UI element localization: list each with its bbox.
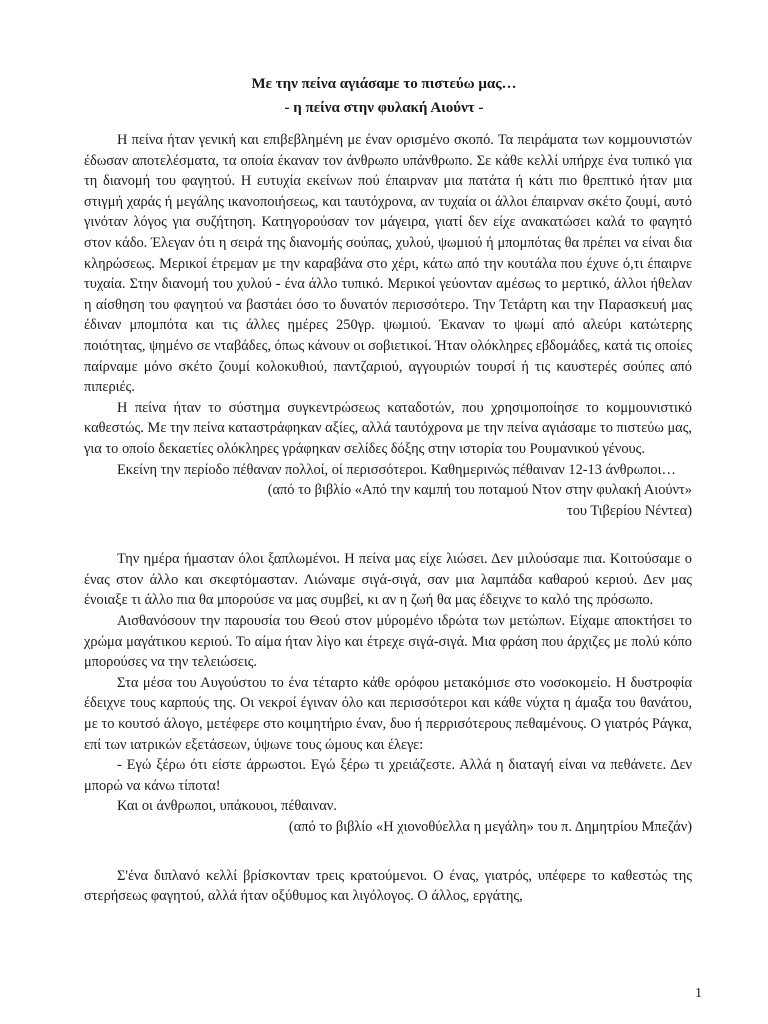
paragraph: Εκείνη την περίοδο πέθαναν πολλοί, οί περισσότεροι. Καθημερινώς πέθαιναν 12-13 άνθρωποι… [117,461,676,478]
document-subtitle: - η πείνα στην φυλακή Αιούντ - [284,100,484,116]
paragraph: Αισθανόσουν την παρουσία του Θεού στον μύρομένο ιδρώτα των μετώπων. Είχαμε αποκτήσει το χρώμα μαγάτικου κεριού. Το αίμα ήταν λίγο και έτρεχε σιγά-σιγά. Μια φράση που άρχιζες με πολύ κόπο μπορούσες να την τελειώσεις. [84,613,692,671]
paragraph: - Εγώ ξέρω ότι είστε άρρωστοι. Εγώ ξέρω τι χρειάζεστε. Αλλά η διαταγή είναι να πεθάνετε. Δεν μπορώ να κάνω τίποτα! [84,757,692,794]
source-citation-author: του Τιβερίου Νέντεα) [566,502,692,519]
document-title: Με την πείνα αγιάσαμε το πιστεύω μας… [251,76,517,92]
source-citation: (από το βιβλίο «Η χιονοθύελλα η μεγάλη» του π. Δημητρίου Μπεζάν) [288,819,692,835]
paragraph: Η πείνα ήταν γενική και επιβεβλημένη με έναν ορισμένο σκοπό. Τα πειράματα των κομμουνιστών έδωσαν αποτελέσματα, τα οποία έκαναν τον άνθρωπο υπάνθρωπο. Σε κάθε κελλί υπήρχε ένα τυπικό για τη διανομή του φαγητού. Η ευτυχία εκείνων πού έπαιρναν μια πατάτα ή κάτι πιο θρεπτικό ήταν μια στιγμή χαράς ή μεγάλης ικανοποιήσεως, και ταυτόχρονα, αν τυχαία οι άλλοι έπαιρναν σκέτο ζουμί, αυτό γινόταν λόγος για συζήτηση. Κατηγορούσαν τον μάγειρα, γιατί δεν είχε ανακατώσει καλά το φαγητό στον κάδο. Έλεγαν ότι η σειρά της διανομής σούπας, χυλού, ψωμιού ή μπομπότας θα πρέπει να είναι δια κληρώσεως. Μερικοί έτρεμαν με την καραβάνα στο χέρι, κάτω από την κουτάλα που έχυνε ό,τι έπαιρνε τυχαία. Στην διανομή του χυλού - ένα άλλο τυπικό. Μερικοί γεύονταν αμέσως το μερτικό, άλλοι ήθελαν η αίσθηση του φαγητού να βαστάει όσο το δυνατόν περισσότερο. Την Τετάρτη και την Παρασκευή μας έδιναν μπομπότα και τις άλλες ημέρες 250γρ. ψωμιού. Έκαναν το ψωμί από αλεύρι κατώτερης ποιότητας, ψημένο σε νταβάδες, όπως κάνουν οι σοβιετικοί. Ήταν ολόκληρες εβδομάδες, κατά τις οποίες παίρναμε μόνο σκέτο ζουμί κολοκυθιού, παντζαριού, αγγουριών τουρσί ή τις καυστερές σούπες από πιπεριές. [84,132,692,396]
paragraph: Την ημέρα ήμασταν όλοι ξαπλωμένοι. Η πείνα μας είχε λιώσει. Δεν μιλούσαμε πια. Κοιτούσαμε ο ένας στον άλλο και σκεφτόμασταν. Λιώναμε σιγά-σιγά, σαν μια λαμπάδα καθαρού κεριού. Δεν μας ένοιαξε τι άλλο πια θα μπορούσε να μας συμβεί, κι αν η ζωή θα μας έδειχνε το καλό της πρόσωπο. [84,551,692,609]
paragraph: Στα μέσα του Αυγούστου το ένα τέταρτο κάθε ορόφου μετακόμισε στο νοσοκομείο. Η δυστροφία έδειχνε τους καρπούς της. Οι νεκροί έγιναν όλο και περισσότεροι και κάθε νύχτα η άμαξα του θανάτου, με το κουτσό άλογο, μετέφερε στο κοιμητήριο έναν, δυο ή περρισότερους πεθαμένους. Ο γιατρός Ράγκα, επί των ιατρικών εξετάσεων, ύψωνε τους ώμους και έλεγε: [84,674,692,753]
page-number: 1 [695,986,702,1001]
paragraph: Η πείνα ήταν το σύστημα συγκεντρώσεως καταδοτών, που χρησιμοποίησε το κομμουνιστικό καθεστώς. Με την πείνα καταστράφηκαν αξίες, αλλά ταυτόχρονα με την πείνα αγιάσαμε το πιστεύω μας, για το οποίο δεκαετίες ολόκληρες γράφηκαν σελίδες δόξης στην ιστορία του Ρουμανικού γένους. [84,399,692,457]
section-gap [84,838,692,866]
paragraph: Και οι άνθρωποι, υπάκουοι, πέθαιναν. [117,798,337,815]
source-citation: (από το βιβλίο «Από την καμπή του ποταμού Ντον στην φυλακή Αιούντ» [267,482,692,499]
paragraph: Σ'ένα διπλανό κελλί βρίσκονταν τρεις κρατούμενοι. Ο ένας, γιατρός, υπέφερε το καθεστώς της στερήσεως φαγητού, αλλά ήταν οξύθυμος και λιγόλογος. Ο άλλος, εργάτης, [84,867,692,905]
document-body [84,130,692,907]
section-gap [84,521,692,549]
